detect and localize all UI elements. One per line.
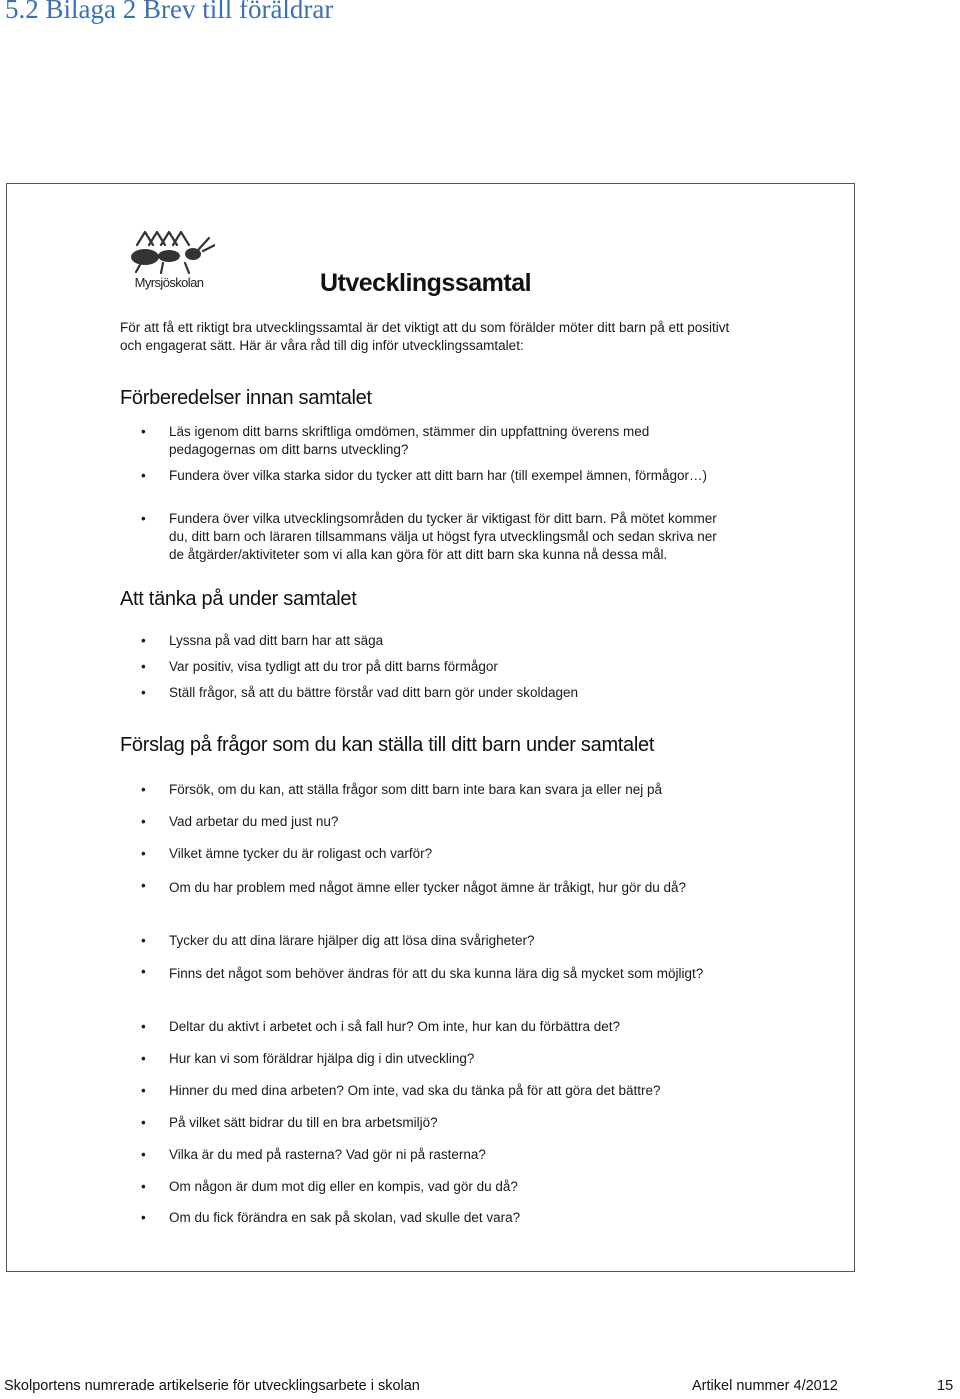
list-item-text: Var positiv, visa tydligt att du tror på ditt barns förmågor: [169, 659, 498, 674]
page-heading: 5.2 Bilaga 2 Brev till föräldrar: [5, 0, 334, 24]
list-item-text: Fundera över vilka utvecklingsområden du tycker är viktigast för ditt barn. På mötet kommer du, ditt barn och läraren tillsammans välja ut högst fyra utvecklingsmål och sedan skriva ner de åtgärder/aktiviteter som vi alla kan göra för att ditt barn ska kunna nå dessa mål.: [169, 511, 717, 562]
bullet: •: [141, 659, 146, 674]
list-item-text: Hur kan vi som föräldrar hjälpa dig i din utveckling?: [169, 1051, 475, 1066]
list-item-text: Vilket ämne tycker du är roligast och varför?: [169, 846, 433, 861]
document-title: Utvecklingssamtal: [320, 269, 532, 297]
bullet: •: [141, 1115, 146, 1130]
list-item: [141, 1050, 731, 1068]
list-item: [141, 684, 731, 702]
bullet: •: [141, 1147, 146, 1162]
list-item: [141, 1209, 731, 1227]
bullet: •: [141, 633, 146, 648]
list-item-text: Om du har problem med något ämne eller tycker något ämne är tråkigt, hur gör du då?: [169, 880, 687, 895]
list-item: [141, 781, 731, 799]
list-item-text: Vad arbetar du med just nu?: [169, 814, 339, 829]
section-title-during: Att tänka på under samtalet: [120, 588, 357, 610]
list-item-text: Fundera över vilka starka sidor du tycker att ditt barn har (till exempel ämnen, förmågor…): [169, 468, 707, 483]
bullet: •: [141, 814, 146, 829]
list-item-text: Deltar du aktivt i arbetet och i så fall hur? Om inte, hur kan du förbättra det?: [169, 1019, 620, 1034]
bullet: •: [141, 846, 146, 861]
bullet: •: [141, 685, 146, 700]
bullet: •: [141, 1051, 146, 1066]
list-item: [141, 1146, 731, 1164]
list-item: [141, 1018, 731, 1036]
bullet: •: [141, 511, 146, 526]
bullet: •: [141, 1019, 146, 1034]
list-item-text: Finns det något som behöver ändras för att du ska kunna lära dig så mycket som möjligt?: [169, 966, 704, 981]
list-item-text: Om någon är dum mot dig eller en kompis, vad gör du då?: [169, 1179, 518, 1194]
page-number: 15: [937, 1378, 954, 1394]
list-item-text: Tycker du att dina lärare hjälper dig att lösa dina svårigheter?: [169, 933, 535, 948]
bullet: •: [141, 1210, 146, 1225]
list-item: [141, 932, 731, 950]
list-item: [141, 1082, 731, 1100]
footer-article-number: Artikel nummer 4/2012: [692, 1378, 838, 1394]
logo-text: Myrsjöskolan: [134, 275, 204, 290]
section-title-questions: Förslag på frågor som du kan ställa till ditt barn under samtalet: [120, 734, 655, 756]
list-item-text: Läs igenom ditt barns skriftliga omdömen, stämmer din uppfattning överens med pedagogernas om ditt barns utveckling?: [169, 424, 650, 457]
list-item: [141, 658, 731, 676]
ant-icon: [123, 231, 215, 275]
list-item-text: Ställ frågor, så att du bättre förstår vad ditt barn gör under skoldagen: [169, 685, 578, 700]
list-item: [141, 423, 731, 459]
bullet: •: [141, 1083, 146, 1098]
list-item-text: Hinner du med dina arbeten? Om inte, vad ska du tänka på för att göra det bättre?: [169, 1083, 661, 1098]
page-footer: [0, 1378, 960, 1399]
bullet: •: [141, 424, 146, 439]
list-item: [141, 1178, 731, 1196]
list-item: [141, 1114, 731, 1132]
bullet: •: [141, 468, 146, 483]
list-item: [141, 813, 731, 831]
list-item-text: Om du fick förändra en sak på skolan, vad skulle det vara?: [169, 1210, 521, 1225]
list-item: [141, 877, 731, 899]
bullet: •: [141, 1179, 146, 1194]
list-item-text: På vilket sätt bidrar du till en bra arbetsmiljö?: [169, 1115, 438, 1130]
list-item: [141, 632, 731, 650]
footer-series: Skolportens numrerade artikelserie för utvecklingsarbete i skolan: [4, 1378, 420, 1394]
list-item-text: Lyssna på vad ditt barn har att säga: [169, 633, 384, 648]
list-item-text: Försök, om du kan, att ställa frågor som ditt barn inte bara kan svara ja eller nej på: [169, 782, 662, 797]
list-item: [141, 510, 731, 564]
school-logo: [123, 231, 215, 293]
list-item: [141, 467, 731, 485]
letter-image: [6, 183, 855, 1272]
intro-paragraph: För att få ett riktigt bra utvecklingssamtal är det viktigt att du som förälder möter ditt barn på ett positivt och engagerat sätt. Här är våra råd till dig inför utvecklingssamtalet:: [120, 320, 730, 353]
list-item-text: Vilka är du med på rasterna? Vad gör ni på rasterna?: [169, 1147, 486, 1162]
bullet: •: [141, 878, 146, 893]
bullet: •: [141, 933, 146, 948]
section-title-preparation: Förberedelser innan samtalet: [120, 387, 372, 409]
bullet: •: [141, 782, 146, 797]
list-item: [141, 845, 731, 863]
bullet: •: [141, 964, 146, 979]
list-item: [141, 963, 731, 985]
